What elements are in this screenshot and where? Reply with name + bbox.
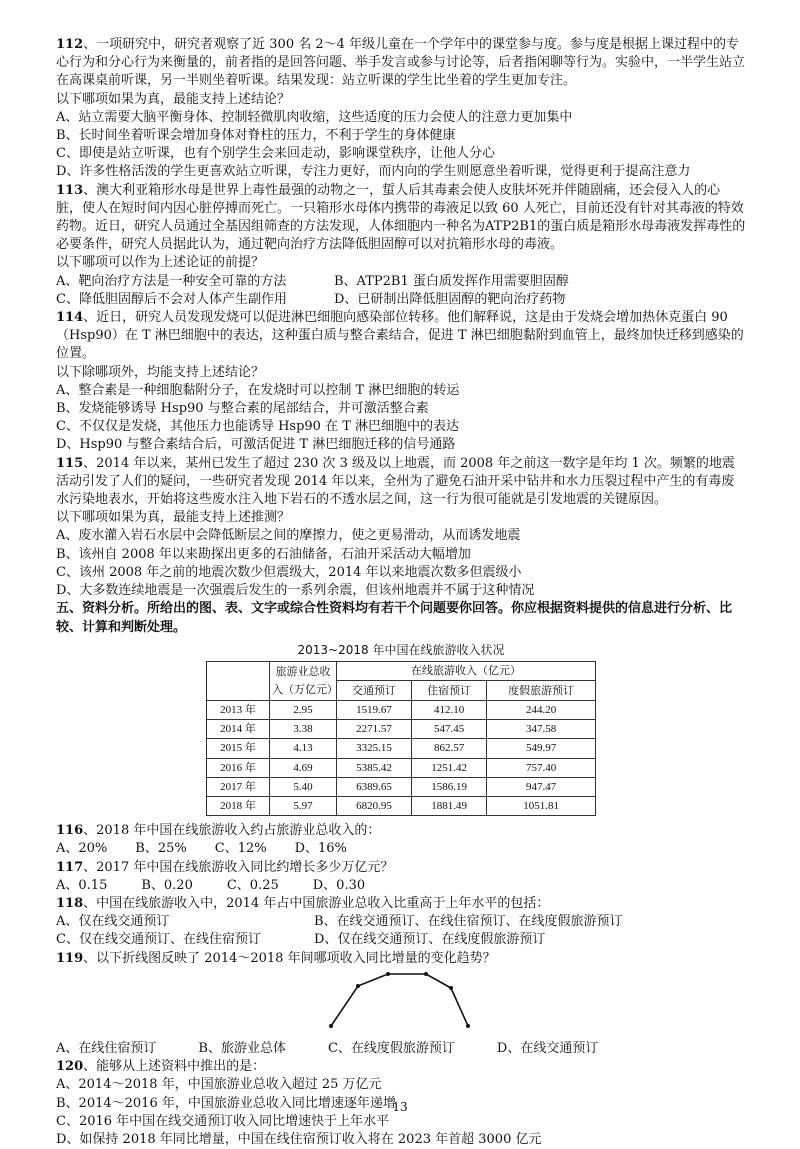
table-row <box>207 739 596 758</box>
question-number: 120 <box>56 1059 84 1075</box>
cell-year: 2014 年 <box>207 720 270 739</box>
question-112 <box>56 36 746 182</box>
question-115-stem <box>56 455 746 510</box>
option-b: B、2014～2016 年，中国旅游业总收入同比增速逐年递增 <box>56 1095 396 1111</box>
option-c: C、不仅仅是发烧，其他压力也能诱导 Hsp90 在 T 淋巴细胞中的表达 <box>56 419 460 435</box>
cell-vacation: 757.40 <box>487 758 596 777</box>
option-d: D、Hsp90 与整合素结合后，可激活促进 T 淋巴细胞迁移的信号通路 <box>56 437 456 453</box>
header-total-income: 旅游业总收入（万亿元） <box>270 661 337 700</box>
question-117 <box>56 859 746 895</box>
option-c: C、2016 年中国在线交通预订收入同比增速快于上年水平 <box>56 1113 390 1129</box>
header-lodging: 住宿预订 <box>412 681 487 701</box>
option-b: B、在线交通预订、在线住宿预订、在线度假旅游预订 <box>314 914 623 930</box>
table-title: 2013~2018 年中国在线旅游收入状况 <box>297 642 505 657</box>
cell-year: 2018 年 <box>207 796 270 815</box>
cell-vacation: 347.58 <box>487 720 596 739</box>
table-row <box>207 777 596 796</box>
question-prompt: 以下哪项如果为真，最能支持上述结论？ <box>56 91 291 107</box>
question-prompt: 以下哪项可以作为上述论证的前提？ <box>56 255 265 271</box>
option-c: C、即使是站立听课，也有个别学生会来回走动，影响课堂秩序，让他人分心 <box>56 146 495 162</box>
question-text: 、以下折线图反映了 2014～2018 年间哪项收入同比增量的变化趋势？ <box>83 950 496 966</box>
question-113-stem <box>56 182 746 255</box>
cell-transport: 1519.67 <box>337 700 412 719</box>
question-119 <box>56 950 746 1059</box>
table-row <box>207 720 596 739</box>
cell-lodging: 547.45 <box>412 720 487 739</box>
question-112-stem <box>56 36 746 91</box>
page-content <box>56 36 746 1149</box>
question-text: 、一项研究中，研究者观察了近 300 名 2～4 年级儿童在一个学年中的课堂参与度。参与度是根据上课过程中的专心行为和分心行为来衡量的，前者指的是回答问题、举手发言或参与讨论等，后者指闲聊等行为。实验中，一半学生站立在高课桌前听课，另一半则坐着听课。结果发现：站立听课的学生比坐着的学生更加专注。 <box>56 37 746 89</box>
option-a: A、站立需要大脑平衡身体、控制轻微肌肉收缩，这些适度的压力会使人的注意力更加集中 <box>56 109 573 125</box>
option-a: A、靶向治疗方法是一种安全可靠的方法 <box>56 273 287 289</box>
option-a: A、20% <box>56 841 108 857</box>
cell-total: 3.38 <box>270 720 337 739</box>
data-table-wrap <box>206 661 596 816</box>
header-vacation: 度假旅游预订 <box>487 681 596 701</box>
question-number: 114 <box>56 310 84 326</box>
trend-point <box>449 986 453 990</box>
cell-vacation: 549.97 <box>487 739 596 758</box>
header-transport: 交通预订 <box>337 681 412 701</box>
cell-total: 5.40 <box>270 777 337 796</box>
option-a: A、整合素是一种细胞黏附分子，在发烧时可以控制 T 淋巴细胞的转运 <box>56 382 460 398</box>
option-d: D、如保持 2018 年同比增量，中国在线住宿预订收入将在 2023 年首超 3000 亿元 <box>56 1131 542 1147</box>
option-b: B、ATP2B1 蛋白质发挥作用需要胆固醇 <box>334 273 569 289</box>
option-b: B、旅游业总体 <box>198 1040 286 1056</box>
option-d: D、大多数连续地震是一次强震后发生的一系列余震，但该州地震并不属于这种情况 <box>56 583 535 599</box>
options-row <box>56 913 746 931</box>
cell-total: 2.95 <box>270 700 337 719</box>
option-b: B、该州自 2008 年以来勘探出更多的石油储备，石油开采活动大幅增加 <box>56 546 471 562</box>
option-a: A、仅在线交通预订 <box>56 914 170 930</box>
cell-lodging: 862.57 <box>412 739 487 758</box>
question-118-stem <box>56 895 746 913</box>
trend-point <box>424 972 428 976</box>
option-c: C、在线度假旅游预订 <box>327 1040 455 1056</box>
question-text: 、中国在线旅游收入中，2014 年占中国旅游业总收入比重高于上年水平的包括： <box>83 895 550 911</box>
options-row <box>56 1040 746 1058</box>
question-text: 、2018 年中国在线旅游收入约占旅游业总收入的： <box>83 823 381 839</box>
option-a: A、2014～2018 年，中国旅游业总收入超过 25 万亿元 <box>56 1077 382 1093</box>
question-text: 、能够从上述资料中推出的是： <box>83 1059 266 1075</box>
options-row <box>56 840 746 858</box>
question-118 <box>56 895 746 950</box>
question-number: 113 <box>56 182 84 198</box>
option-c: C、仅在线交通预订、在线住宿预订 <box>56 932 261 948</box>
cell-vacation: 1051.81 <box>487 796 596 815</box>
question-number: 112 <box>56 37 84 52</box>
option-a: A、0.15 <box>56 877 108 893</box>
option-d: D、0.30 <box>312 877 366 893</box>
question-120-stem <box>56 1058 746 1076</box>
table-row <box>207 700 596 719</box>
question-number: 119 <box>56 950 84 966</box>
cell-year: 2016 年 <box>207 758 270 777</box>
table-row <box>207 796 596 815</box>
trend-line-svg <box>326 970 476 1032</box>
option-c: C、0.25 <box>226 877 279 893</box>
cell-year: 2013 年 <box>207 700 270 719</box>
question-113 <box>56 182 746 309</box>
trend-line-sketch <box>326 970 746 1038</box>
page-number: 13 <box>392 1100 408 1114</box>
option-d: D、许多性格活泼的学生更喜欢站立听课，专注力更好，而内向的学生则愿意坐着听课，觉得更利于提高注意力 <box>56 164 691 180</box>
question-116-stem <box>56 822 746 840</box>
cell-total: 4.69 <box>270 758 337 777</box>
cell-lodging: 1586.19 <box>412 777 487 796</box>
option-d: D、16% <box>294 841 347 857</box>
trend-point <box>329 1024 333 1028</box>
tourism-income-table <box>206 661 596 816</box>
trend-point <box>386 972 390 976</box>
question-text: 、澳大利亚箱形水母是世界上毒性最强的动物之一，蜇人后其毒素会使人皮肤坏死并伴随剧痛，还会侵入人的心脏，使人在短时间内因心脏停搏而死亡。一只箱形水母体内携带的毒液足以致 60 人死亡，目前还没有针对其毒液的特效药物。近日，研究人员通过全基因组筛查的方法发现，人体细胞内一种名为ATP2B1的蛋白质是箱形水母毒液发挥毒性的必要条件，研究人员据此认为，通过靶向治疗方法降低胆固醇可以对抗箱形水母的毒液。 <box>56 182 746 253</box>
cell-vacation: 244.20 <box>487 700 596 719</box>
question-number: 118 <box>56 895 84 911</box>
options-row <box>56 877 746 895</box>
cell-lodging: 412.10 <box>412 700 487 719</box>
cell-transport: 6820.95 <box>337 796 412 815</box>
cell-transport: 2271.57 <box>337 720 412 739</box>
section-heading: 五、资料分析。所给出的图、表、文字或综合性资料均有若干个问题要你回答。你应根据资料提供的信息进行分析、比较、计算和判断处理。 <box>56 601 733 635</box>
trend-line <box>331 974 468 1026</box>
question-115 <box>56 455 746 601</box>
options-row <box>56 931 746 949</box>
question-117-stem <box>56 859 746 877</box>
option-b: B、长时间坐着听课会增加身体对脊柱的压力，不利于学生的身体健康 <box>56 128 456 144</box>
question-114-stem <box>56 309 746 364</box>
question-text: 、2017 年中国在线旅游收入同比约增长多少万亿元？ <box>83 859 394 875</box>
option-b: B、0.20 <box>141 877 193 893</box>
question-number: 116 <box>56 823 84 839</box>
cell-year: 2015 年 <box>207 739 270 758</box>
options-row <box>56 291 746 309</box>
cell-lodging: 1251.42 <box>412 758 487 777</box>
cell-transport: 3325.15 <box>337 739 412 758</box>
cell-transport: 5385.42 <box>337 758 412 777</box>
cell-transport: 6389.65 <box>337 777 412 796</box>
trend-point <box>466 1024 470 1028</box>
option-b: B、25% <box>135 841 187 857</box>
question-number: 115 <box>56 455 84 471</box>
option-d: D、已研制出降低胆固醇的靶向治疗药物 <box>334 291 566 307</box>
header-online-income: 在线旅游收入（亿元） <box>337 661 596 681</box>
option-d: D、在线交通预订 <box>496 1040 599 1056</box>
question-text: 、近日，研究人员发现发烧可以促进淋巴细胞向感染部位转移。他们解释说，这是由于发烧会增加热休克蛋白 90（Hsp90）在 T 淋巴细胞中的表达，这种蛋白质与整合素结合，促进 T 淋巴细胞黏附到血管上，最终加快迁移到感染的位置。 <box>56 310 744 362</box>
option-a: A、废水灌入岩石水层中会降低断层之间的摩擦力，使之更易滑动，从而诱发地震 <box>56 528 521 544</box>
cell-total: 4.13 <box>270 739 337 758</box>
trend-point <box>356 984 360 988</box>
option-a: A、在线住宿预订 <box>56 1040 157 1056</box>
question-prompt: 以下除哪项外，均能支持上述结论？ <box>56 364 265 380</box>
option-d: D、仅在线交通预订、在线度假旅游预订 <box>314 932 546 948</box>
cell-year: 2017 年 <box>207 777 270 796</box>
question-119-stem <box>56 950 746 968</box>
cell-total: 5.97 <box>270 796 337 815</box>
cell-lodging: 1881.49 <box>412 796 487 815</box>
question-text: 、2014 年以来，某州已发生了超过 230 次 3 级及以上地震，而 2008 年之前这一数字是年均 1 次。频繁的地震活动引发了人们的疑问，一些研究者发现 2014 年以来，全州为了避免石油开采中钻井和水力压裂过程中产生的有毒废水污染地表水，开始将这些废水注入地下岩石的不透水层之间，这一行为很可能就是引发地震的关键原因。 <box>56 455 735 508</box>
option-b: B、发烧能够诱导 Hsp90 与整合素的尾部结合，并可激活整合素 <box>56 401 429 417</box>
table-row <box>207 758 596 777</box>
question-114 <box>56 309 746 455</box>
options-row <box>56 273 746 291</box>
option-c: C、该州 2008 年之前的地震次数少但震级大，2014 年以来地震次数多但震级小 <box>56 564 522 580</box>
option-c: C、12% <box>214 841 267 857</box>
cell-vacation: 947.47 <box>487 777 596 796</box>
question-prompt: 以下哪项如果为真，最能支持上述推测？ <box>56 510 291 526</box>
table-corner-cell <box>207 661 270 700</box>
question-116 <box>56 822 746 858</box>
option-c: C、降低胆固醇后不会对人体产生副作用 <box>56 291 287 307</box>
question-number: 117 <box>56 859 84 875</box>
